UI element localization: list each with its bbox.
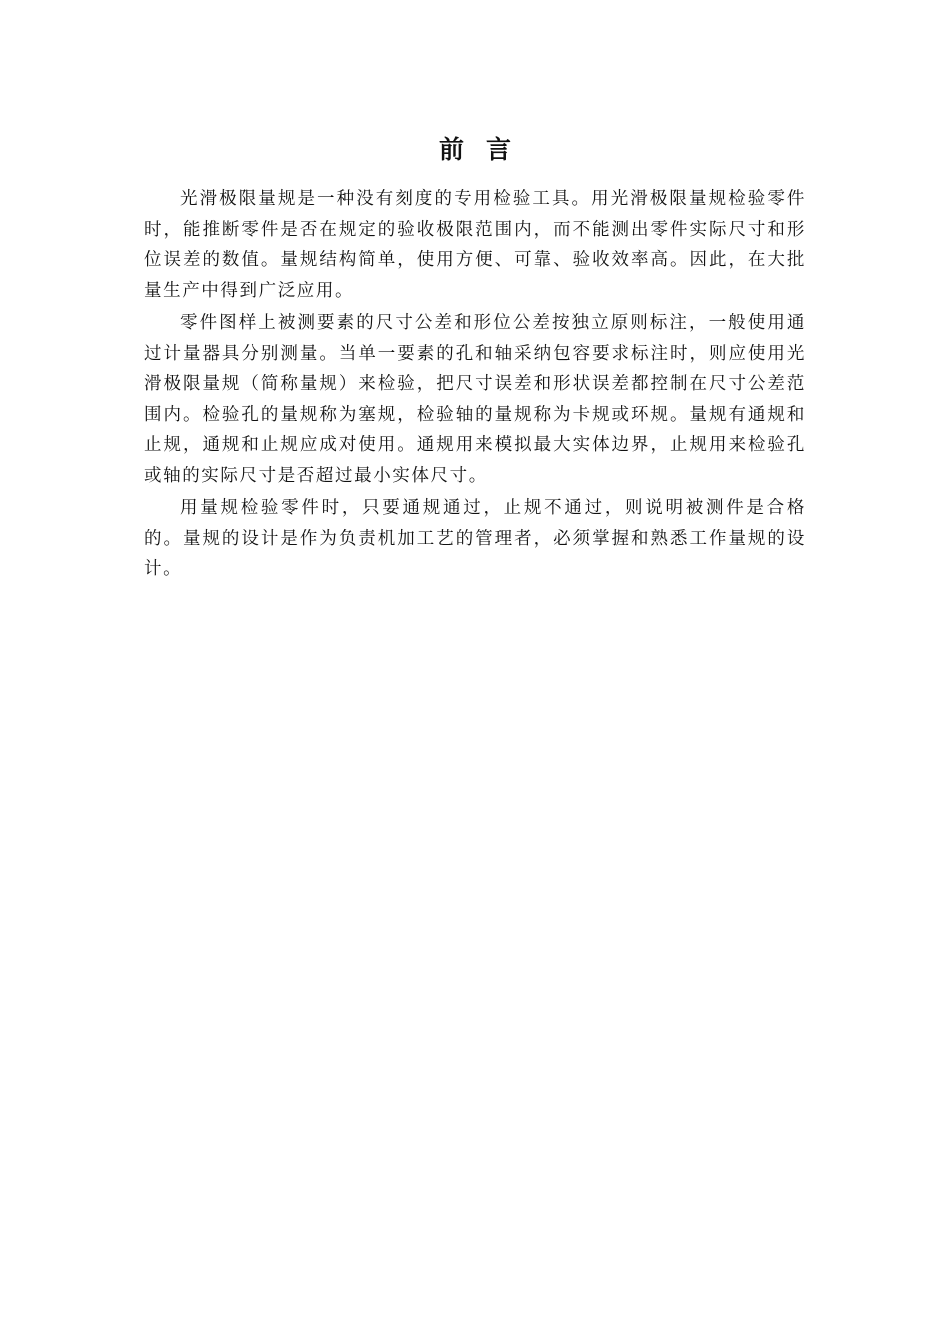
paragraph-2: 零件图样上被测要素的尺寸公差和形位公差按独立原则标注，一般使用通过计量器具分别测量。当单一要素的孔和轴采纳包容要求标注时，则应使用光滑极限量规（简称量规）来检验，把尺寸误差和形状误差都控制在尺寸公差范围内。检验孔的量规称为塞规，检验轴的量规称为卡规或环规。量规有通规和止规，通规和止规应成对使用。通规用来模拟最大实体边界，止规用来检验孔或轴的实际尺寸是否超过最小实体尺寸。 [144,313,806,486]
body-text [144,184,806,585]
paragraph-3: 用量规检验零件时，只要通规通过，止规不通过，则说明被测件是合格的。量规的设计是作为负责机加工艺的管理者，必须掌握和熟悉工作量规的设计。 [144,498,806,579]
page-title: 前言 [438,135,533,164]
paragraph-1: 光滑极限量规是一种没有刻度的专用检验工具。用光滑极限量规检验零件时，能推断零件是否在规定的验收极限范围内，而不能测出零件实际尺寸和形位误差的数值。量规结构简单，使用方便、可靠、验收效率高。因此，在大批量生产中得到广泛应用。 [144,189,806,301]
